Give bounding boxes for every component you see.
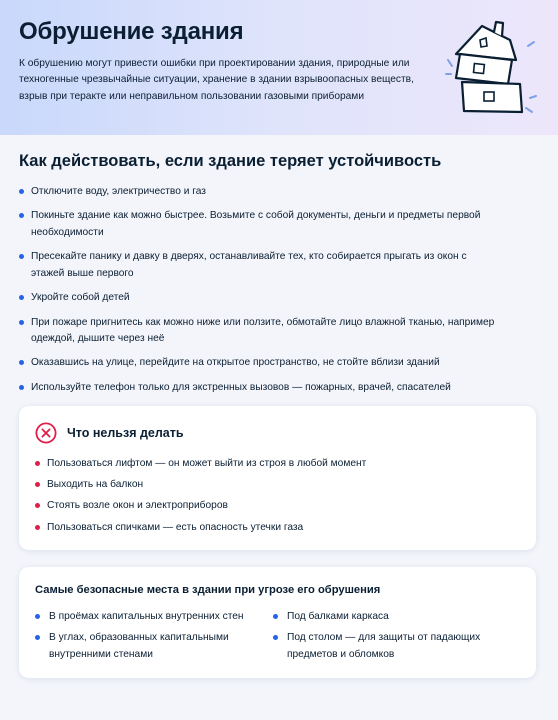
list-item: Под столом — для защиты от падающих предметов и обломков xyxy=(273,630,513,663)
list-item: В углах, образованных капитальными внутренними стенами xyxy=(35,630,260,663)
safe-places-list-right xyxy=(273,609,513,668)
list-item: Пользоваться лифтом — он может выйти из строя в любой момент xyxy=(35,456,366,472)
actions-list xyxy=(19,184,499,404)
header-banner xyxy=(0,0,558,135)
list-item: В проёмах капитальных внутренних стен xyxy=(35,609,260,625)
actions-title: Как действовать, если здание теряет устойчивость xyxy=(19,152,442,170)
list-item: Стоять возле окон и электроприборов xyxy=(35,498,366,514)
list-item: Используйте телефон только для экстренных вызовов — пожарных, врачей, спасателей xyxy=(19,380,499,396)
list-item: Покиньте здание как можно быстрее. Возьмите с собой документы, деньги и предметы первой необходимости xyxy=(19,208,499,241)
safe-places-title: Самые безопасные места в здании при угрозе его обрушения xyxy=(35,584,381,596)
list-item: Отключите воду, электричество и газ xyxy=(19,184,499,200)
safe-places-list-left xyxy=(35,609,260,668)
list-item: Пресекайте панику и давку в дверях, останавливайте тех, кто собирается прыгать из окон с этажей выше первого xyxy=(19,249,499,282)
list-item: Пользоваться спичками — есть опасность утечки газа xyxy=(35,520,366,536)
collapsing-house-icon xyxy=(442,16,542,116)
safe-places-card xyxy=(19,567,536,678)
list-item: Оказавшись на улице, перейдите на открытое пространство, не стойте вблизи зданий xyxy=(19,355,499,371)
list-item: Укройте собой детей xyxy=(19,290,499,306)
x-circle-icon xyxy=(35,422,57,444)
list-item: При пожаре пригнитесь как можно ниже или ползите, обмотайте лицо влажной тканью, например одеждой, дышите через неё xyxy=(19,315,499,348)
dont-list xyxy=(35,456,366,541)
page-description: К обрушению могут привести ошибки при проектировании здания, природные или техногенные чрезвычайные ситуации, хранение в здании взрывоопасных веществ, взрыв при теракте или неправильном пользовании газовыми приборами xyxy=(19,58,414,102)
list-item: Выходить на балкон xyxy=(35,477,366,493)
page-title: Обрушение здания xyxy=(19,18,244,45)
dont-card xyxy=(19,406,536,550)
dont-title: Что нельзя делать xyxy=(67,426,184,440)
list-item: Под балками каркаса xyxy=(273,609,513,625)
